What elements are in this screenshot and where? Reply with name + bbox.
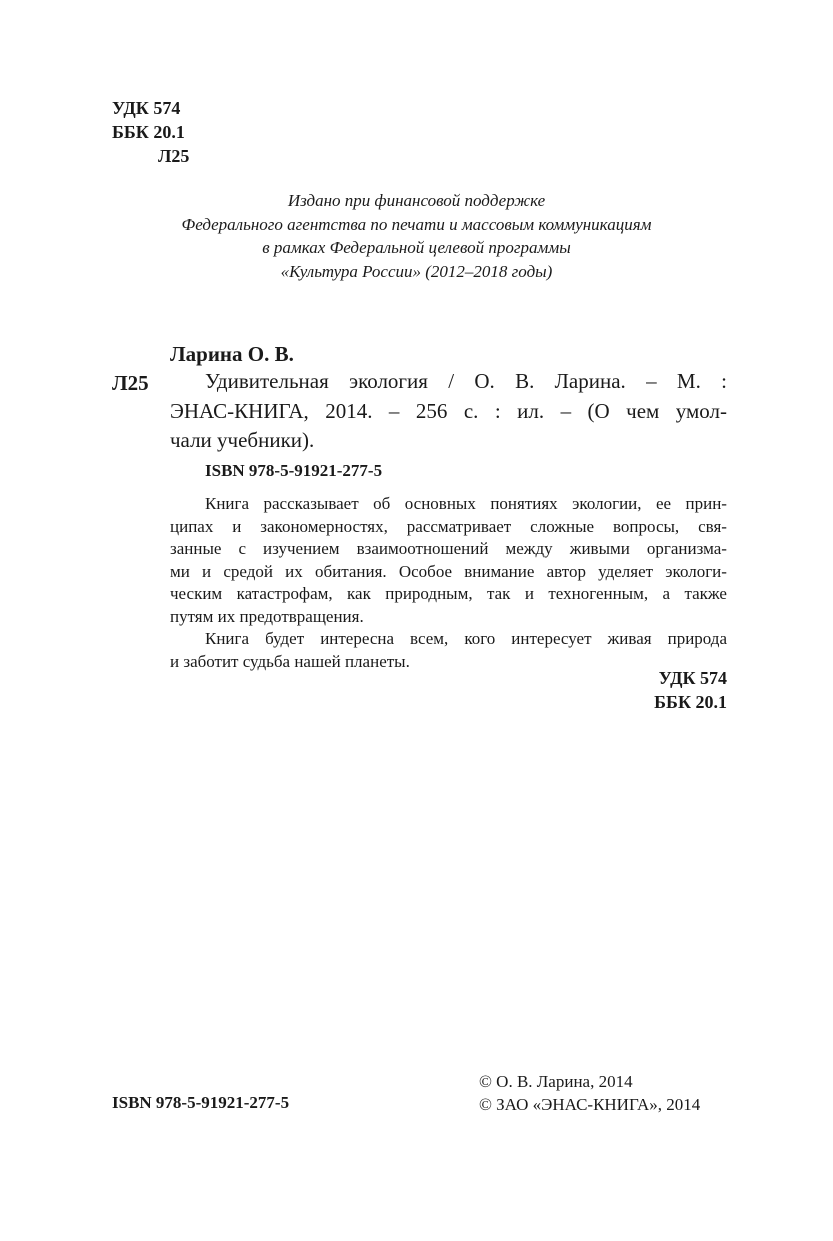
word: прин- xyxy=(685,494,727,513)
word: сложные xyxy=(530,516,595,536)
word: ципах xyxy=(170,516,214,536)
bbk-code: ББК 20.1 xyxy=(654,692,727,712)
word: всем, xyxy=(410,629,449,648)
annotation-line: путям их предотвращения. xyxy=(170,606,364,626)
word: – xyxy=(388,398,400,423)
word: – xyxy=(560,398,572,423)
word: Книга xyxy=(205,629,250,648)
word: обитания. xyxy=(314,561,387,581)
word: и xyxy=(232,516,242,536)
annotation-line xyxy=(170,583,727,606)
word: занные xyxy=(170,539,222,558)
word: / xyxy=(448,369,455,393)
word: В. xyxy=(515,369,535,393)
word: средой xyxy=(223,561,273,581)
isbn-footer: ISBN 978-5-91921-277-5 xyxy=(112,1093,290,1112)
biblio-line xyxy=(170,367,727,397)
word: Удивительная xyxy=(205,369,329,393)
word: понятиях xyxy=(490,494,558,513)
author-mark-code: Л25 xyxy=(158,146,190,166)
word: с. xyxy=(463,398,479,423)
word: экологии, xyxy=(572,494,642,513)
word: основных xyxy=(404,494,476,513)
word: Книга xyxy=(205,494,250,513)
word: свя- xyxy=(698,516,727,536)
word: и xyxy=(524,584,534,603)
word: интересует xyxy=(511,629,592,648)
word: Ларина. xyxy=(554,369,626,393)
word: организма- xyxy=(646,539,727,558)
funding-line: «Культура России» (2012–2018 годы) xyxy=(280,261,553,281)
word: : xyxy=(721,369,727,393)
classification-codes-bottom xyxy=(654,666,727,714)
annotation-line xyxy=(170,561,727,584)
word: а xyxy=(662,584,671,603)
word: М. xyxy=(676,369,701,393)
word: рассматривает xyxy=(406,516,512,536)
word: ми xyxy=(170,561,190,581)
bbk-code: ББК 20.1 xyxy=(112,122,185,142)
word: живыми xyxy=(569,539,630,558)
word: взаимоотношений xyxy=(356,539,489,558)
word: природным, xyxy=(385,584,473,603)
word: техногенным, xyxy=(548,584,649,603)
word: 256 xyxy=(415,398,448,423)
copyright-publisher: © ЗАО «ЭНАС-КНИГА», 2014 xyxy=(479,1095,701,1114)
word: ее xyxy=(655,494,672,513)
udk-code: УДК 574 xyxy=(658,668,727,688)
annotation-line xyxy=(170,628,727,651)
classification-codes-top xyxy=(112,96,189,168)
word: и xyxy=(202,561,212,581)
word: – xyxy=(646,369,657,393)
author-heading: Ларина О. В. xyxy=(170,342,294,366)
word: уделяет xyxy=(598,561,654,581)
word: изучением xyxy=(263,539,340,558)
copyright-block xyxy=(479,1070,700,1116)
word: природа xyxy=(667,629,727,648)
word: ческим xyxy=(170,584,223,603)
word: интересна xyxy=(320,629,395,648)
word: экологи- xyxy=(665,561,727,581)
annotation-line xyxy=(170,493,727,516)
word: как xyxy=(347,584,371,603)
word: рассказывает xyxy=(263,494,359,513)
bibliographic-description xyxy=(170,367,727,456)
word: Особое xyxy=(398,561,453,581)
word: так xyxy=(487,584,511,603)
word: катастрофам, xyxy=(236,584,333,603)
annotation-line xyxy=(170,516,727,539)
word: автор xyxy=(546,561,586,581)
word: О. xyxy=(474,369,495,393)
word: с xyxy=(238,539,246,558)
word: также xyxy=(684,584,727,603)
word: ЭНАС-КНИГА, xyxy=(170,398,309,423)
annotation xyxy=(170,493,727,673)
copyright-author: © О. В. Ларина, 2014 xyxy=(479,1072,633,1091)
biblio-line: чали учебники). xyxy=(170,428,315,452)
word: экология xyxy=(349,369,428,393)
funding-line: Издано при финансовой поддержке xyxy=(287,191,546,210)
biblio-line xyxy=(170,397,727,427)
word: между xyxy=(505,539,553,558)
word: вопросы, xyxy=(613,516,680,536)
author-mark-margin: Л25 xyxy=(112,371,149,395)
word: : xyxy=(494,398,501,423)
isbn-entry: ISBN 978-5-91921-277-5 xyxy=(205,461,383,480)
word: об xyxy=(373,494,391,513)
word: живая xyxy=(607,629,652,648)
annotation-line: и заботит судьба нашей планеты. xyxy=(170,651,410,671)
word: чем xyxy=(626,398,660,423)
annotation-line xyxy=(170,538,727,561)
funding-line: Федерального агентства по печати и массовым коммуникациям xyxy=(181,214,652,234)
word: будет xyxy=(265,629,305,648)
funding-line: в рамках Федеральной целевой программы xyxy=(262,238,571,257)
funding-notice xyxy=(0,189,833,283)
word: кого xyxy=(464,629,496,648)
word: их xyxy=(285,561,303,581)
word: 2014. xyxy=(325,398,373,423)
word: ил. xyxy=(517,398,545,423)
word: внимание xyxy=(464,561,535,581)
word: (О xyxy=(587,398,610,423)
word: закономерностях, xyxy=(260,516,388,536)
udk-code: УДК 574 xyxy=(112,98,181,118)
word: умол- xyxy=(675,398,727,423)
